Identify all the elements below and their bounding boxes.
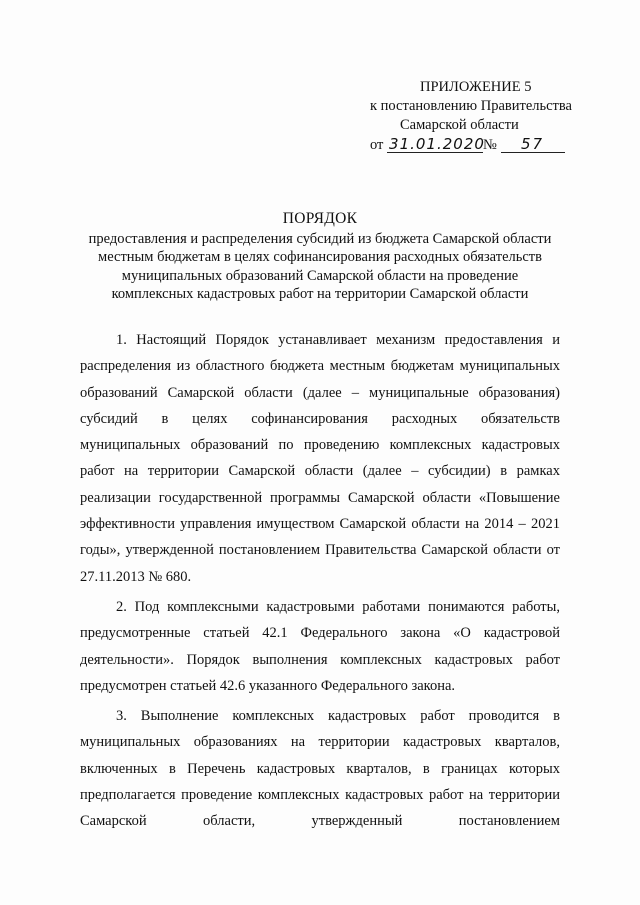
paragraph-1: 1. Настоящий Порядок устанавливает механизм предоставления и распределения из областного бюджета местным бюджетам муниципальных образований Самарской области (далее – муниципальные образования) субсидий в целях софинансирования расходных обязательств муниципальных образований по проведению комплексных кадастровых работ на территории Самарской области (далее – субсидии) в рамках реализации государственной программы Самарской области «Повышение эффективности управления имуществом Самарской области на 2014 – 2021 годы», утвержденной постановлением Правительства Самарской области от 27.11.2013 № 680. [80, 332, 560, 585]
number-label: № [483, 137, 497, 153]
handwritten-date: 31.01.2020 [389, 135, 485, 153]
document-title [60, 210, 580, 303]
handwritten-number: 57 [501, 136, 565, 153]
paragraph-3: 3. Выполнение комплексных кадастровых работ проводится в муниципальных образованиях на территории кадастровых кварталов, включенных в Перечень кадастровых кварталов, в границах которых предполагается проведение комплексных кадастровых работ на территории Самарской области, утвержденный постановлением [80, 708, 560, 830]
document-body [80, 327, 560, 835]
paragraph-2: 2. Под комплексными кадастровыми работами понимаются работы, предусмотренные статьей 42.1 Федерального закона «О кадастровой деятельности». Порядок выполнения комплексных кадастровых работ предусмотрен статьей 42.6 указанного Федерального закона. [80, 598, 560, 694]
subtitle-line: комплексных кадастровых работ на территории Самарской области [111, 285, 529, 302]
appendix-reference: к постановлению Правительства [370, 98, 572, 114]
appendix-header [370, 78, 600, 155]
document-heading: ПОРЯДОК [282, 210, 358, 227]
appendix-title: ПРИЛОЖЕНИЕ 5 [420, 79, 532, 95]
appendix-date-number [370, 136, 600, 155]
appendix-region: Самарской области [400, 117, 519, 133]
subtitle-line: муниципальных образований Самарской области на проведение [121, 267, 519, 284]
subtitle-line: местным бюджетам в целях софинансирования расходных обязательств [98, 249, 542, 266]
subtitle-line: предоставления и распределения субсидий из бюджета Самарской области [88, 231, 552, 248]
from-label: от [370, 137, 384, 153]
